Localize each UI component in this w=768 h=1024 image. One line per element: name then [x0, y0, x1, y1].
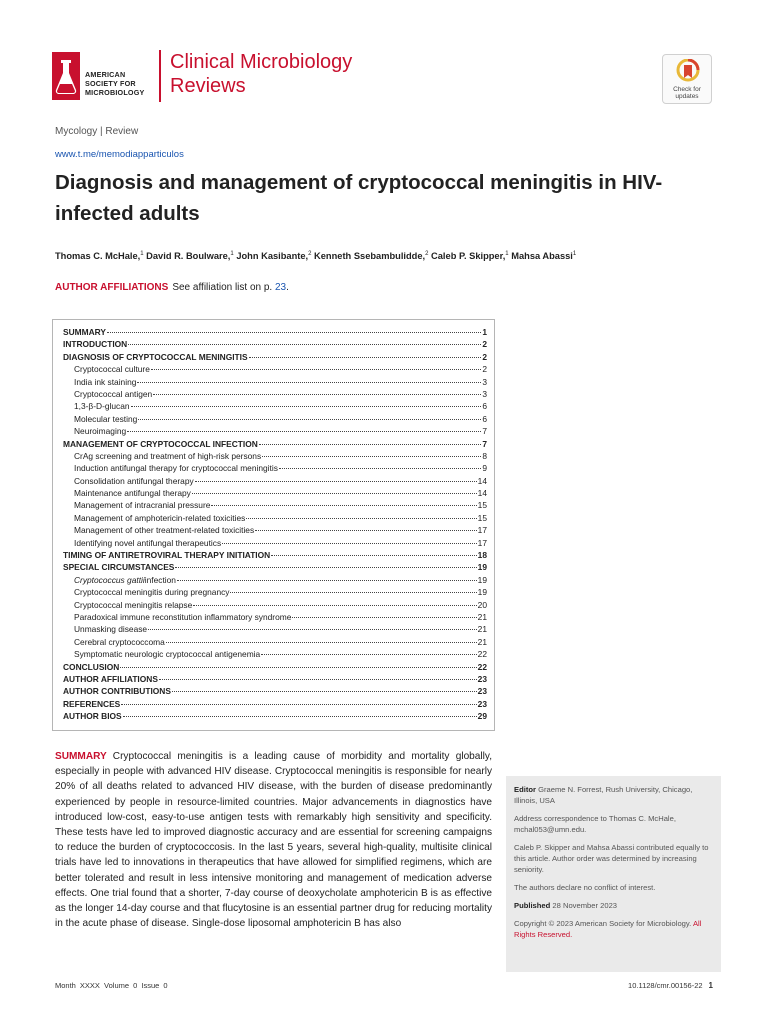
- affiliations-label[interactable]: AUTHOR AFFILIATIONS: [55, 282, 169, 293]
- author-name[interactable]: John Kasibante,: [233, 251, 309, 262]
- toc-entry[interactable]: [63, 413, 487, 425]
- affiliations-text: See affiliation list on p.: [172, 282, 275, 293]
- toc-entry[interactable]: [63, 326, 487, 338]
- toc-entry[interactable]: [63, 685, 487, 697]
- toc-entry-label: Unmasking disease: [74, 624, 148, 635]
- toc-entry-label: Cerebral cryptococcoma: [74, 636, 165, 647]
- toc-entry[interactable]: [63, 450, 487, 462]
- summary-text: Cryptococcal meningitis is a leading cause of morbidity and mortality globally, especially in people with advanced HIV disease. Cryptococcal meningitis is responsible for nearly 20% of all deaths related to advanced HIV disease, with the burden of disease predominantly experienced by people in resource-limited countries. Major advancements in diagnostics have introduced low-cost, easy-to-use antigen tests with remarkably high sensitivity and specificity. These tests have led to improved diagnostic accuracy and are essential for screening campaigns to reduce the burden of cryptococcosis. In the last 5 years, several high-quality, multisite clinical trials have led to innovations in therapeutics that have allowed for simplified regimens, which are better tolerated and result in less intensive monitoring and management of medication adverse effects. One trial found that a shorter, 7-day course of deoxycholate amphotericin B is as effective as the longer 14-day course and that flucytosine is an essential partner drug for reducing mortality in the acute phase of disease. Single-dose liposomal amphotericin B has also: [55, 751, 492, 930]
- contribution-note: Caleb P. Skipper and Mahsa Abassi contributed equally to this article. Author order was determined by increasing seniority.: [514, 843, 709, 874]
- toc-entry[interactable]: [63, 363, 487, 375]
- toc-entry[interactable]: [63, 549, 487, 561]
- check-for-updates-icon: [676, 59, 700, 85]
- toc-page-number: 6: [482, 401, 487, 412]
- toc-page-number: 23: [477, 698, 487, 709]
- publisher-name: AMERICAN SOCIETY FOR MICROBIOLOGY: [85, 70, 145, 97]
- toc-entry[interactable]: [63, 710, 487, 722]
- author-name[interactable]: Thomas C. McHale,: [55, 251, 141, 262]
- toc-page-number: 17: [477, 537, 487, 548]
- toc-entry[interactable]: [63, 648, 487, 660]
- header-divider: [159, 50, 161, 102]
- toc-leader-dots: [230, 592, 476, 593]
- toc-leader-dots: [279, 468, 481, 469]
- toc-page-number: 18: [477, 550, 487, 561]
- author-affiliations-line: AUTHOR AFFILIATIONS See affiliation list on p. 23.: [55, 282, 289, 293]
- toc-page-number: 2: [482, 339, 487, 350]
- author-affiliation-number: 1: [140, 251, 144, 257]
- published-info: Published 28 November 2023: [514, 901, 618, 910]
- toc-leader-dots: [151, 369, 481, 370]
- toc-entry[interactable]: [63, 425, 487, 437]
- toc-page-number: 2: [482, 364, 487, 375]
- toc-page-number: 23: [477, 686, 487, 697]
- asm-logo[interactable]: [52, 52, 152, 102]
- toc-entry-label: INTRODUCTION: [63, 339, 128, 350]
- toc-leader-dots: [137, 382, 481, 383]
- toc-entry-label: CONCLUSION: [63, 661, 120, 672]
- article-info-box: [506, 776, 721, 972]
- toc-entry-label: Cryptococcal culture: [74, 364, 150, 375]
- toc-page-number: 19: [477, 574, 487, 585]
- author-affiliation-number: 2: [308, 251, 312, 257]
- toc-leader-dots: [123, 716, 477, 717]
- toc-page-number: 19: [477, 562, 487, 573]
- toc-entry-label: DIAGNOSIS OF CRYPTOCOCCAL MENINGITIS: [63, 351, 248, 362]
- toc-entry[interactable]: [63, 673, 487, 685]
- toc-page-number: 7: [482, 438, 487, 449]
- toc-leader-dots: [172, 691, 477, 692]
- toc-page-number: 6: [482, 413, 487, 424]
- toc-entry-label: Management of amphotericin-related toxicities: [74, 512, 246, 523]
- toc-entry-label: Symptomatic neurologic cryptococcal antigenemia: [74, 649, 261, 660]
- author-list: [55, 251, 705, 261]
- toc-leader-dots: [222, 543, 477, 544]
- toc-leader-dots: [121, 704, 476, 705]
- toc-leader-dots: [166, 642, 477, 643]
- toc-page-number: 15: [477, 500, 487, 511]
- toc-leader-dots: [292, 617, 476, 618]
- toc-leader-dots: [128, 344, 481, 345]
- author-affiliation-number: 1: [572, 251, 577, 257]
- summary-paragraph: [55, 749, 492, 931]
- author-affiliation-number: 1: [230, 251, 234, 257]
- toc-page-number: 8: [482, 450, 487, 461]
- toc-entry[interactable]: [63, 388, 487, 400]
- table-of-contents: [52, 319, 495, 731]
- issue-info: Month XXXX Volume 0 Issue 0: [55, 981, 168, 990]
- toc-entry[interactable]: [63, 400, 487, 412]
- toc-leader-dots: [148, 629, 477, 630]
- author-name[interactable]: Mahsa Abassi: [508, 251, 573, 262]
- asm-flask-icon: [52, 52, 80, 100]
- toc-entry[interactable]: [63, 512, 487, 524]
- toc-entry-label: 1,3-β-D-glucan: [74, 401, 130, 412]
- toc-leader-dots: [127, 431, 481, 432]
- toc-page-number: 3: [482, 376, 487, 387]
- toc-entry-label: AUTHOR AFFILIATIONS: [63, 673, 158, 684]
- toc-leader-dots: [261, 654, 476, 655]
- page-number: 1: [708, 981, 713, 990]
- check-for-updates-button[interactable]: [662, 54, 712, 104]
- toc-page-number: 29: [477, 711, 487, 722]
- toc-entry[interactable]: [63, 487, 487, 499]
- author-name[interactable]: Kenneth Ssebambulidde,: [311, 251, 426, 262]
- toc-entry-label: SPECIAL CIRCUMSTANCES: [63, 562, 175, 573]
- toc-page-number: 22: [477, 661, 487, 672]
- copyright-info: Copyright © 2023 American Society for Microbiology. All Rights Reserved.: [514, 919, 702, 939]
- toc-leader-dots: [211, 505, 476, 506]
- toc-page-number: 20: [477, 599, 487, 610]
- toc-entry[interactable]: [63, 623, 487, 635]
- toc-entry-label: Cryptococcal antigen: [74, 388, 153, 399]
- toc-leader-dots: [262, 456, 481, 457]
- toc-entry[interactable]: [63, 661, 487, 673]
- toc-leader-dots: [159, 679, 477, 680]
- correspondence-info: Address correspondence to Thomas C. McHale, mchal053@umn.edu.: [514, 814, 676, 834]
- toc-entry[interactable]: [63, 351, 487, 363]
- source-url-link[interactable]: www.t.me/memodiapparticulos: [55, 149, 184, 160]
- toc-page-number: 23: [477, 673, 487, 684]
- toc-leader-dots: [259, 444, 482, 445]
- toc-entry[interactable]: [63, 611, 487, 623]
- toc-leader-dots: [246, 518, 476, 519]
- toc-page-number: 1: [482, 327, 487, 337]
- journal-header: [52, 50, 712, 110]
- toc-entry-label: SUMMARY: [63, 327, 106, 337]
- conflict-statement: The authors declare no conflict of interest.: [514, 883, 656, 892]
- article-title: Diagnosis and management of cryptococcal meningitis in HIV-infected adults: [55, 171, 663, 225]
- toc-entry-label: Consolidation antifungal therapy: [74, 475, 194, 486]
- toc-entry-label: Maintenance antifungal therapy: [74, 488, 191, 499]
- toc-page-number: 21: [477, 624, 487, 635]
- toc-leader-dots: [138, 419, 481, 420]
- toc-entry[interactable]: [63, 338, 487, 350]
- toc-leader-dots: [271, 555, 476, 556]
- toc-entry-label: REFERENCES: [63, 698, 121, 709]
- toc-entry-label: Paradoxical immune reconstitution inflammatory syndrome: [74, 611, 292, 622]
- toc-page-number: 21: [477, 611, 487, 622]
- toc-page-number: 2: [482, 351, 487, 362]
- toc-entry-label: Cryptococcus gattii: [74, 574, 145, 585]
- toc-page-number: 19: [477, 587, 487, 598]
- toc-entry-label: MANAGEMENT OF CRYPTOCOCCAL INFECTION: [63, 438, 258, 449]
- toc-entry-label: CrAg screening and treatment of high-risk persons: [74, 450, 262, 461]
- toc-entry[interactable]: [63, 438, 487, 450]
- toc-entry-label: AUTHOR BIOS: [63, 711, 122, 722]
- toc-leader-dots: [192, 493, 477, 494]
- author-affiliation-number: 1: [505, 251, 509, 257]
- toc-entry[interactable]: [63, 586, 487, 598]
- toc-leader-dots: [255, 530, 477, 531]
- toc-page-number: 15: [477, 512, 487, 523]
- summary-label: SUMMARY: [55, 751, 107, 762]
- toc-page-number: 22: [477, 649, 487, 660]
- journal-title[interactable]: Clinical Microbiology Reviews: [170, 51, 353, 97]
- toc-entry-label: Neuroimaging: [74, 426, 127, 437]
- toc-leader-dots: [195, 481, 477, 482]
- toc-entry-label: Identifying novel antifungal therapeutics: [74, 537, 222, 548]
- toc-entry[interactable]: [63, 524, 487, 536]
- toc-entry-label: Management of intracranial pressure: [74, 500, 211, 511]
- check-for-updates-label: Check for updates: [673, 86, 701, 100]
- author-name[interactable]: Caleb P. Skipper,: [428, 251, 506, 262]
- author-name[interactable]: David R. Boulware,: [143, 251, 231, 262]
- toc-entry-label: India ink staining: [74, 376, 137, 387]
- toc-entry-label: TIMING OF ANTIRETROVIRAL THERAPY INITIATION: [63, 550, 271, 561]
- toc-entry[interactable]: [63, 574, 487, 586]
- toc-entry-label: Cryptococcal meningitis relapse: [74, 599, 193, 610]
- editor-info: Editor Graeme N. Forrest, Rush University, Chicago, Illinois, USA: [514, 785, 693, 805]
- toc-entry[interactable]: [63, 599, 487, 611]
- toc-entry-label: AUTHOR CONTRIBUTIONS: [63, 686, 171, 697]
- toc-page-number: 14: [477, 488, 487, 499]
- toc-entry[interactable]: [63, 462, 487, 474]
- toc-leader-dots: [175, 567, 476, 568]
- toc-leader-dots: [107, 332, 481, 333]
- toc-page-number: 14: [477, 475, 487, 486]
- toc-entry[interactable]: [63, 376, 487, 388]
- toc-page-number: 21: [477, 636, 487, 647]
- toc-page-number: 9: [482, 463, 487, 474]
- toc-entry[interactable]: [63, 475, 487, 487]
- doi-text[interactable]: 10.1128/cmr.00156-22: [628, 981, 703, 990]
- toc-leader-dots: [153, 394, 481, 395]
- author-affiliation-number: 2: [425, 251, 429, 257]
- toc-leader-dots: [120, 667, 476, 668]
- toc-entry-label: Cryptococcal meningitis during pregnancy: [74, 587, 230, 598]
- toc-leader-dots: [177, 580, 477, 581]
- footer-doi: [628, 981, 713, 990]
- toc-leader-dots: [249, 357, 482, 358]
- toc-page-number: 17: [477, 525, 487, 536]
- article-section-label: Mycology | Review: [55, 126, 139, 137]
- toc-entry-label-rest: infection: [144, 574, 176, 585]
- toc-leader-dots: [193, 605, 476, 606]
- toc-entry[interactable]: [63, 499, 487, 511]
- toc-entry-label: Molecular testing: [74, 413, 138, 424]
- toc-entry[interactable]: [63, 636, 487, 648]
- toc-page-number: 3: [482, 388, 487, 399]
- toc-leader-dots: [131, 406, 482, 407]
- rights-link[interactable]: All Rights Reserved.: [514, 919, 702, 939]
- toc-list: [63, 326, 487, 723]
- toc-entry-label: Induction antifungal therapy for cryptococcal meningitis: [74, 463, 278, 474]
- toc-entry[interactable]: [63, 561, 487, 573]
- toc-entry[interactable]: [63, 537, 487, 549]
- toc-page-number: 7: [482, 426, 487, 437]
- affiliations-page-link[interactable]: 23: [274, 282, 287, 293]
- toc-entry-label: Management of other treatment-related toxicities: [74, 525, 255, 536]
- toc-entry[interactable]: [63, 698, 487, 710]
